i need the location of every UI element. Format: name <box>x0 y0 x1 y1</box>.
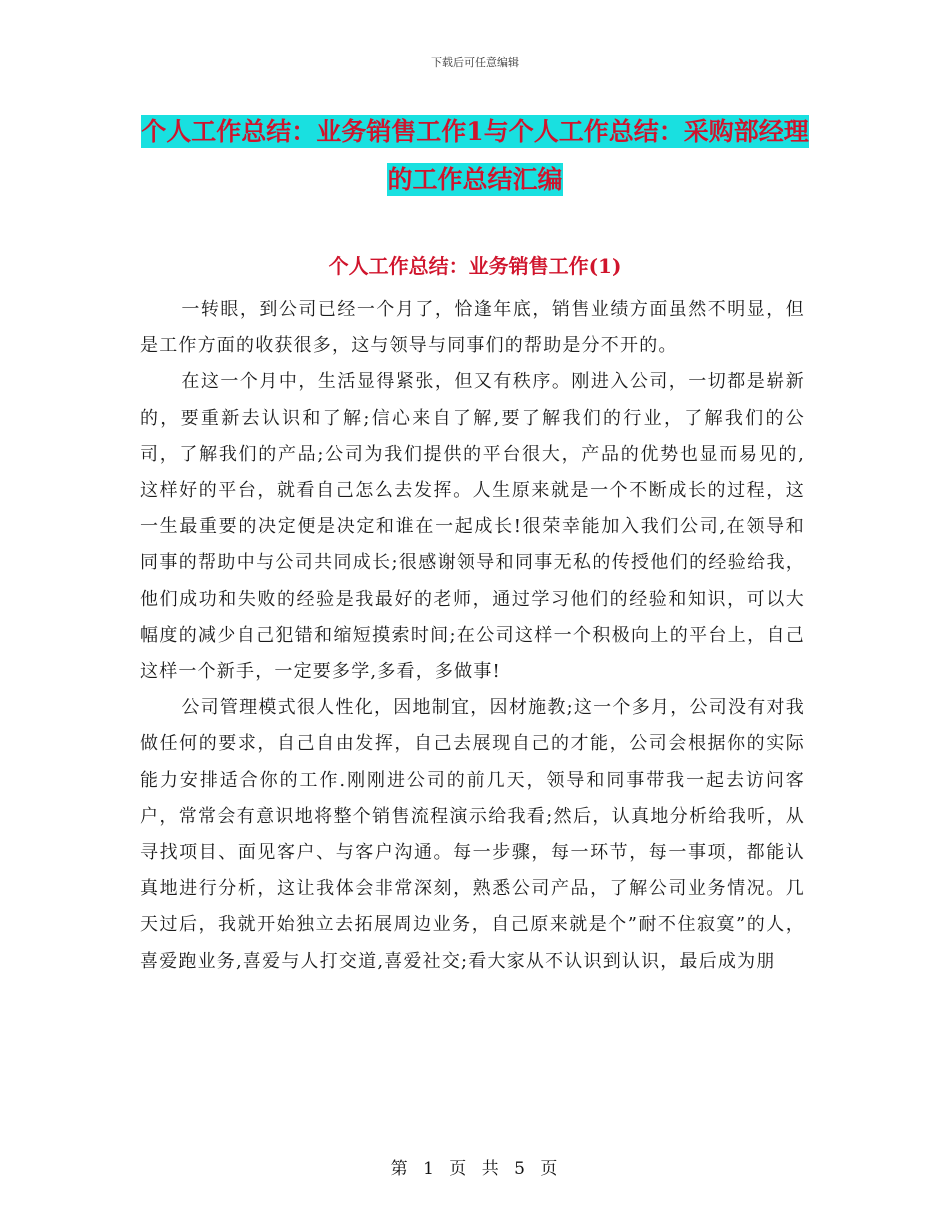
header-note: 下载后可任意编辑 <box>431 56 519 69</box>
document-title <box>140 108 810 204</box>
page-label-mid: 页 <box>449 1159 469 1179</box>
document-body <box>140 292 805 980</box>
total-pages-number: 5 <box>514 1159 527 1179</box>
paragraph: 公司管理模式很人性化，因地制宜，因材施教;这一个多月，公司没有对我做任何的要求，自己自由发挥，自己去展现自己的才能，公司会根据你的实际能力安排适合你的工作.刚刚进公司的前几天，领导和同事带我一起去访问客户，常常会有意识地将整个销售流程演示给我看;然后，认真地分析给我听，从寻找项目、面见客户、与客户沟通。每一步骤，每一环节，每一事项，都能认真地进行分析，这让我体会非常深刻，熟悉公司产品，了解公司业务情况。几天过后，我就开始独立去拓展周边业务，自己原来就是个”耐不住寂寞”的人，喜爱跑业务,喜爱与人打交道,喜爱社交;看大家从不认识到认识，最后成为朋 <box>140 697 805 972</box>
page-label-prefix: 第 <box>390 1159 410 1179</box>
page-label-suffix: 页 <box>540 1159 560 1179</box>
document-title-text: 个人工作总结：业务销售工作1与个人工作总结：采购部经理的工作总结汇编 <box>141 117 809 194</box>
paragraph: 在这一个月中，生活显得紧张，但又有秩序。刚进入公司，一切都是崭新的，要重新去认识和了解;信心来自了解,要了解我们的行业，了解我们的公司，了解我们的产品;公司为我们提供的平台很大，产品的优势也显而易见的,这样好的平台，就看自己怎么去发挥。人生原来就是一个不断成长的过程，这一生最重要的决定便是决定和谁在一起成长!很荣幸能加入我们公司,在领导和同事的帮助中与公司共同成长;很感谢领导和同事无私的传授他们的经验给我，他们成功和失败的经验是我最好的老师，通过学习他们的经验和知识，可以大幅度的减少自己犯错和缩短摸索时间;在公司这样一个积极向上的平台上，自己这样一个新手，一定要多学,多看，多做事! <box>140 371 805 683</box>
section-title: 个人工作总结：业务销售工作(1) <box>328 254 622 278</box>
total-label: 共 <box>481 1159 501 1179</box>
current-page-number: 1 <box>423 1159 436 1179</box>
page-footer <box>0 1154 950 1179</box>
paragraph: 一转眼，到公司已经一个月了，恰逢年底，销售业绩方面虽然不明显，但是工作方面的收获很多，这与领导与同事们的帮助是分不开的。 <box>140 299 805 357</box>
